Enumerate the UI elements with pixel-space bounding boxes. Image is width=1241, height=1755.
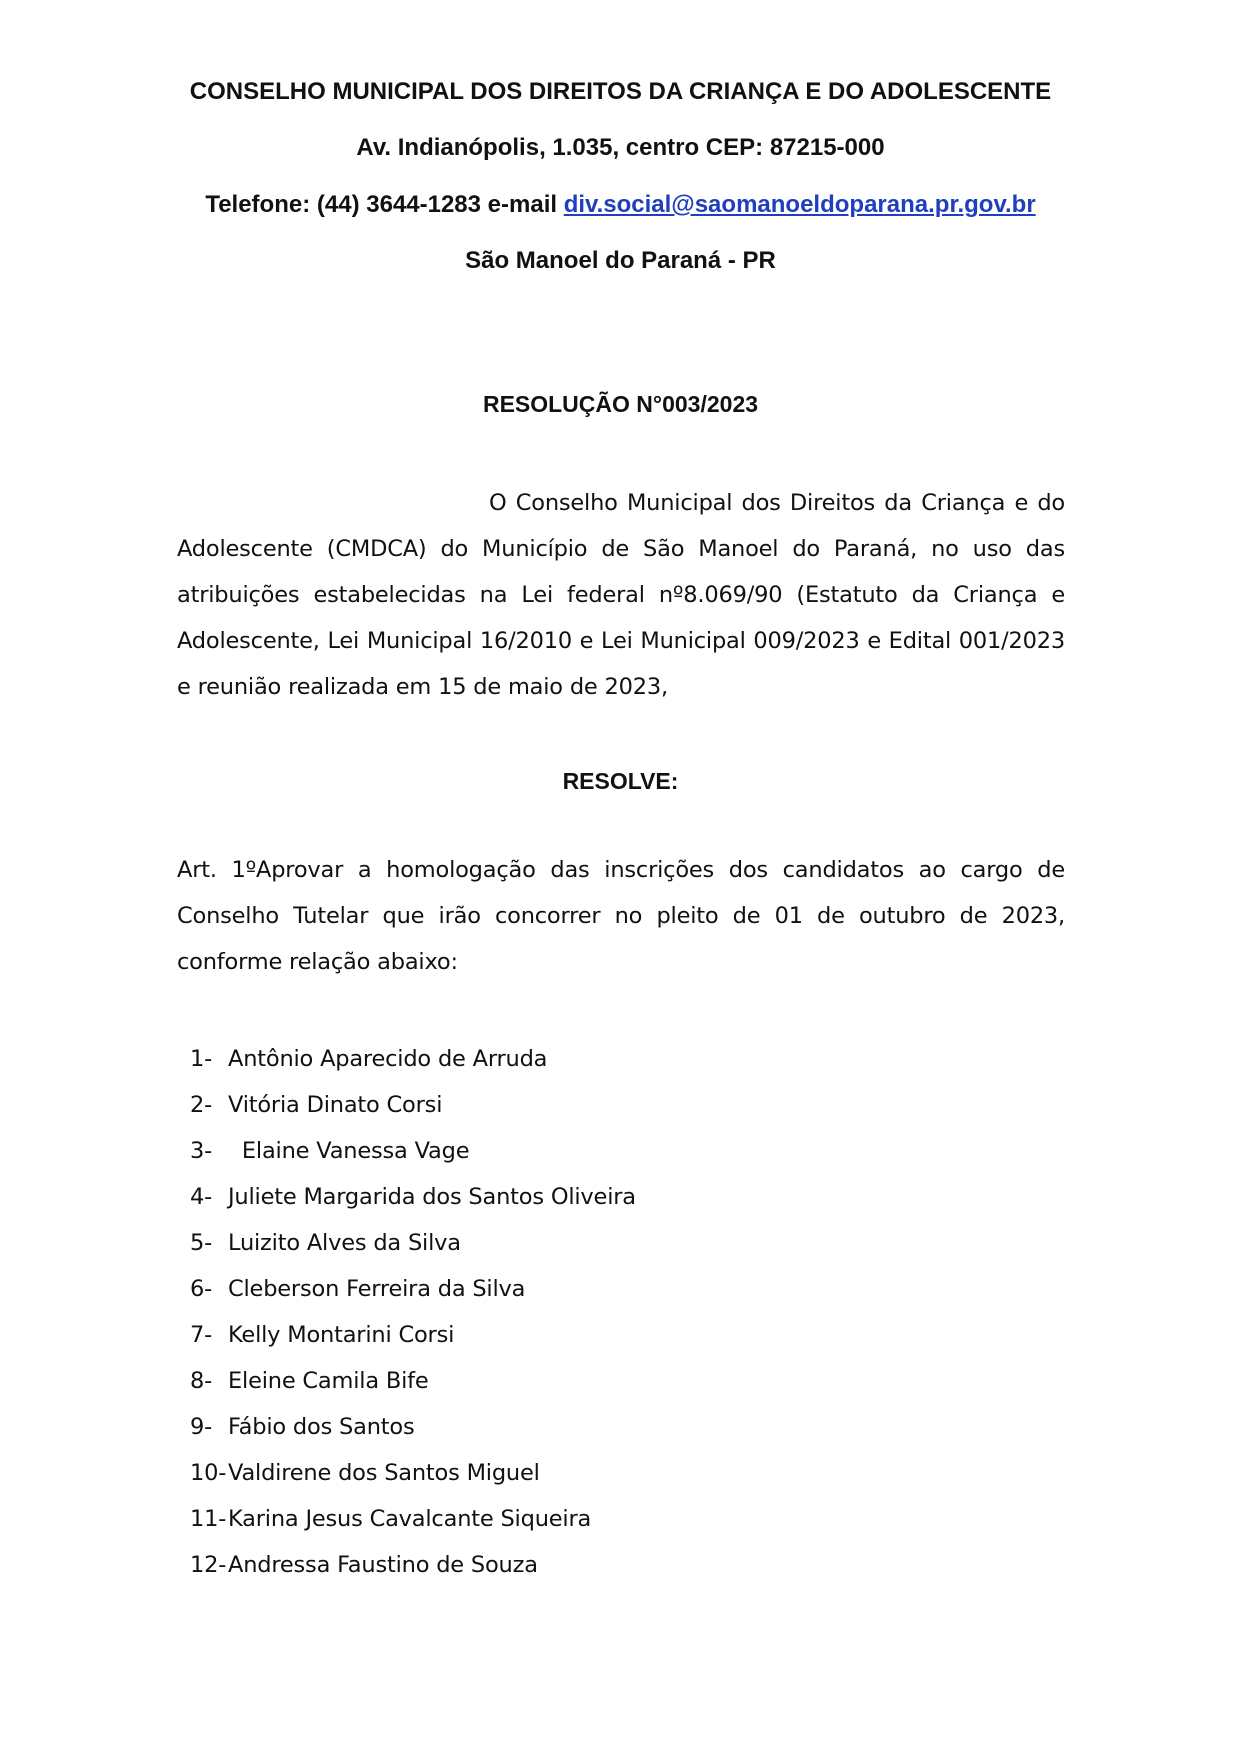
resolve-heading: RESOLVE: bbox=[562, 768, 679, 794]
org-name: CONSELHO MUNICIPAL DOS DIREITOS DA CRIANÇA E DO ADOLESCENTE bbox=[189, 78, 1052, 105]
phone-label: Telefone: (44) 3644-1283 e-mail bbox=[205, 191, 564, 218]
candidate-name: Fábio dos Santos bbox=[228, 1414, 415, 1440]
list-item-number: 3- bbox=[190, 1138, 213, 1164]
candidate-list bbox=[190, 1036, 636, 1588]
list-item bbox=[190, 1450, 636, 1496]
candidate-name: Cleberson Ferreira da Silva bbox=[228, 1276, 526, 1302]
address-line: Av. Indianópolis, 1.035, centro CEP: 87215-000 bbox=[356, 134, 885, 161]
list-item bbox=[190, 1542, 636, 1588]
candidate-name: Karina Jesus Cavalcante Siqueira bbox=[228, 1506, 592, 1532]
city-line: São Manoel do Paraná - PR bbox=[465, 247, 776, 274]
list-item-number: 5- bbox=[190, 1230, 213, 1256]
list-item bbox=[190, 1496, 636, 1542]
article-1-paragraph: Art. 1ºAprovar a homologação das inscrições dos candidatos ao cargo de Conselho Tutelar que irão concorrer no pleito de 01 de outubro de 2023, conforme relação abaixo: bbox=[177, 857, 1065, 975]
list-item bbox=[190, 1128, 636, 1174]
resolution-title: RESOLUÇÃO N°003/2023 bbox=[482, 391, 759, 417]
candidate-name: Vitória Dinato Corsi bbox=[228, 1092, 443, 1118]
list-item-number: 1- bbox=[190, 1046, 213, 1072]
list-item-number: 7- bbox=[190, 1322, 213, 1348]
list-item bbox=[190, 1082, 636, 1128]
list-item bbox=[190, 1404, 636, 1450]
list-item bbox=[190, 1036, 636, 1082]
list-item bbox=[190, 1220, 636, 1266]
list-item bbox=[190, 1266, 636, 1312]
candidate-name: Luizito Alves da Silva bbox=[228, 1230, 461, 1256]
candidate-name: Elaine Vanessa Vage bbox=[228, 1138, 470, 1164]
candidate-name: Eleine Camila Bife bbox=[228, 1368, 429, 1394]
candidate-name: Kelly Montarini Corsi bbox=[228, 1322, 455, 1348]
list-item-number: 8- bbox=[190, 1368, 213, 1394]
contact-line bbox=[0, 190, 1241, 220]
intro-paragraph: O Conselho Municipal dos Direitos da Criança e do Adolescente (CMDCA) do Município de São Manoel do Paraná, no uso das atribuições estabelecidas na Lei federal nº8.069/90 (Estatuto da Criança e Adolescente, Lei Municipal 16/2010 e Lei Municipal 009/2023 e Edital 001/2023 e reunião realizada em 15 de maio de 2023, bbox=[177, 490, 1065, 700]
candidate-name: Juliete Margarida dos Santos Oliveira bbox=[228, 1184, 636, 1210]
list-item-number: 2- bbox=[190, 1092, 213, 1118]
list-item bbox=[190, 1312, 636, 1358]
list-item-number: 12- bbox=[190, 1552, 227, 1578]
email-link[interactable]: div.social@saomanoeldoparana.pr.gov.br bbox=[563, 191, 1036, 218]
list-item bbox=[190, 1174, 636, 1220]
list-item-number: 11- bbox=[190, 1506, 227, 1532]
candidate-name: Andressa Faustino de Souza bbox=[228, 1552, 538, 1578]
list-item-number: 10- bbox=[190, 1460, 227, 1486]
list-item-number: 4- bbox=[190, 1184, 213, 1210]
list-item bbox=[190, 1358, 636, 1404]
list-item-number: 6- bbox=[190, 1276, 213, 1302]
list-item-number: 9- bbox=[190, 1414, 213, 1440]
candidate-name: Valdirene dos Santos Miguel bbox=[228, 1460, 540, 1486]
candidate-name: Antônio Aparecido de Arruda bbox=[228, 1046, 548, 1072]
